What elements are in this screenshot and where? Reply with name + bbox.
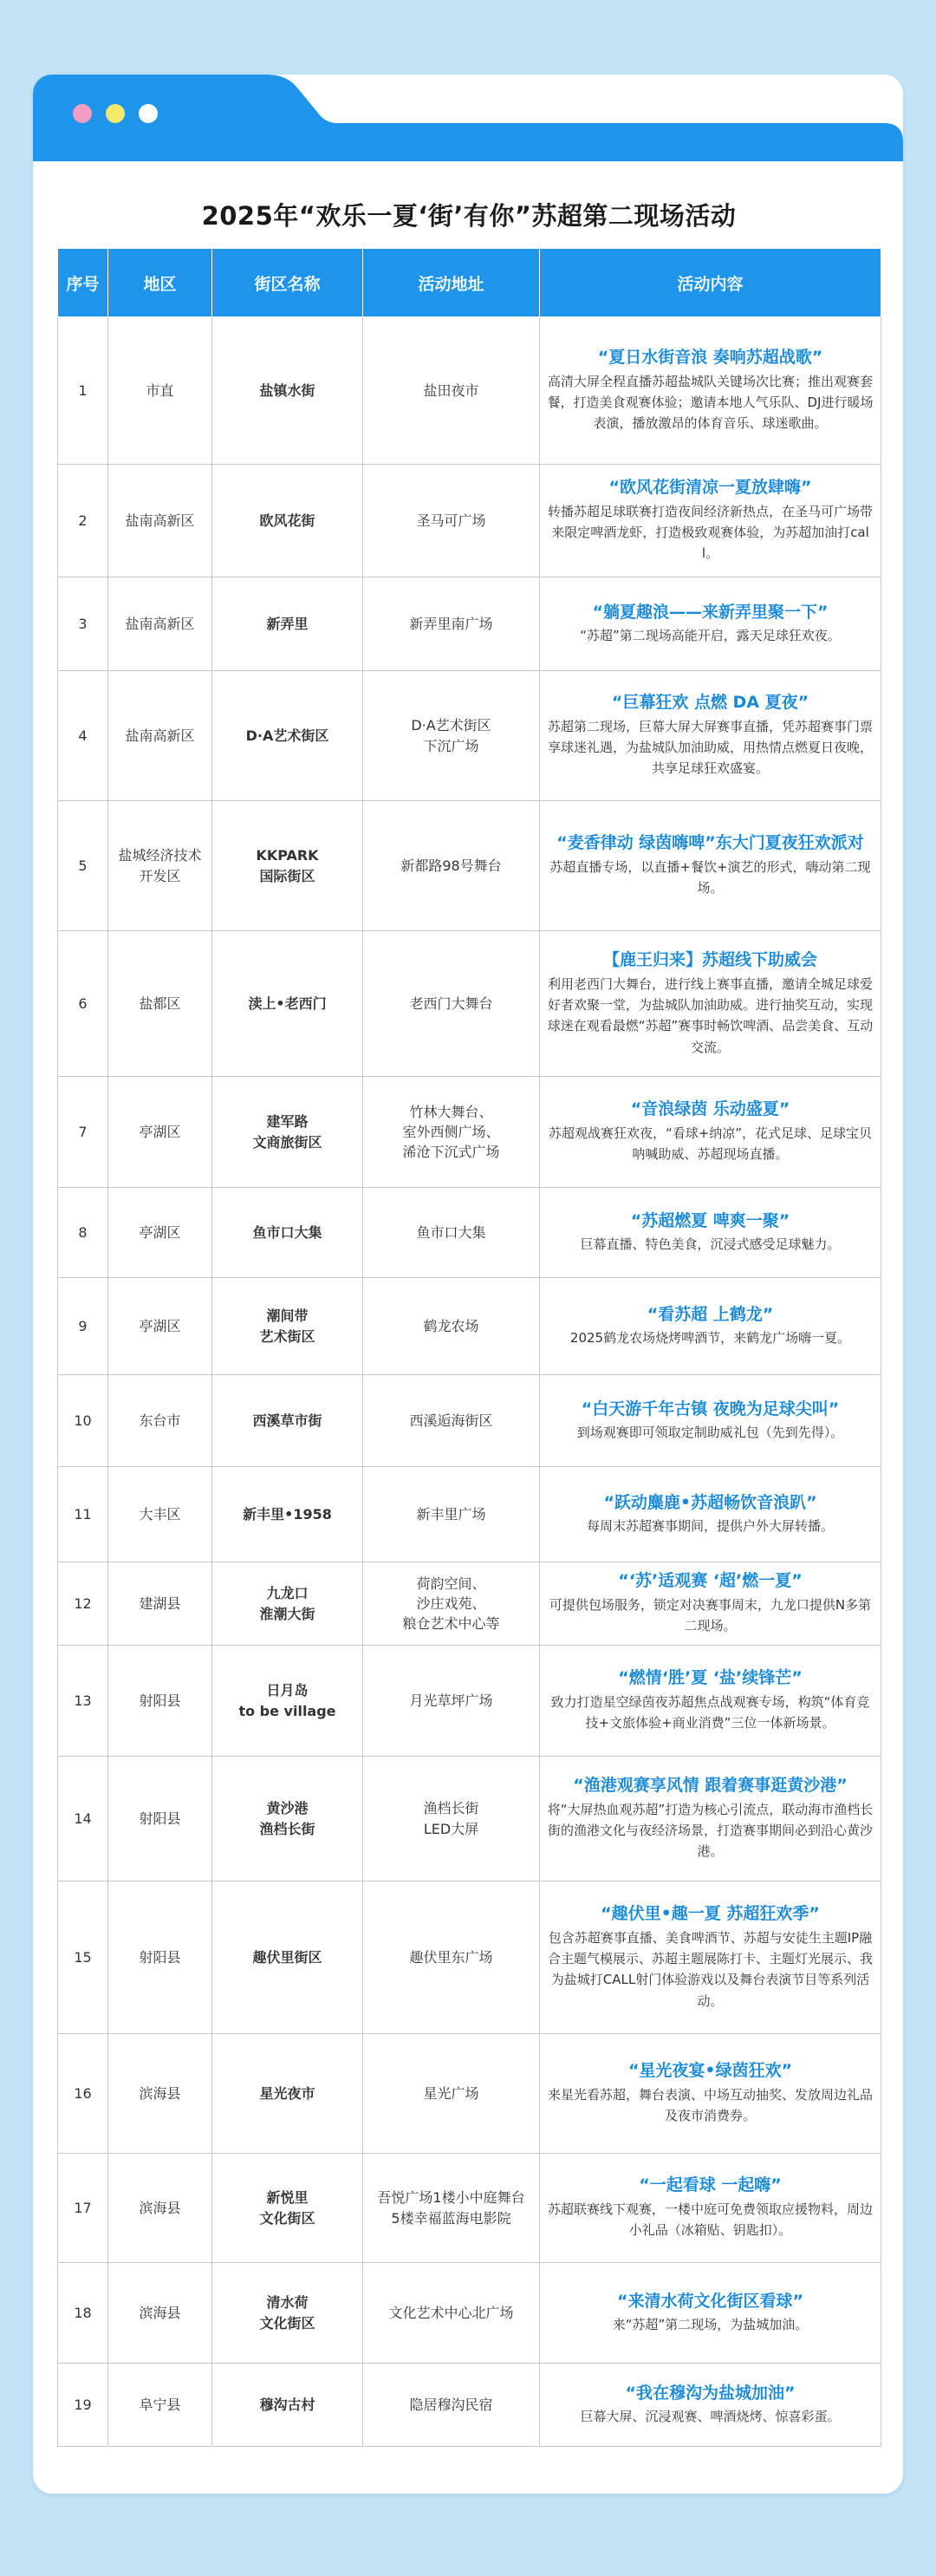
- activity-title: “欧风花街清凉一夏放肆嗨”: [608, 478, 812, 498]
- activity-description: 致力打造星空绿茵夜苏超焦点战观赛专场，构筑“体育竞技+文旅体验+商业消费”三位一体新场景。: [550, 1694, 870, 1731]
- row-number: 5: [58, 801, 108, 931]
- row-number: 6: [58, 931, 108, 1077]
- row-content: [540, 1467, 881, 1562]
- row-number: 9: [58, 1278, 108, 1375]
- row-region: 盐南高新区: [108, 465, 212, 577]
- row-region: 阜宁县: [108, 2364, 212, 2447]
- row-region: 滨海县: [108, 2034, 212, 2154]
- row-street-name: 欧风花街: [212, 465, 363, 577]
- activity-title: “苏超燃夏 啤爽一聚”: [630, 1210, 790, 1230]
- window-titlebar: [33, 75, 903, 161]
- row-number: 11: [58, 1467, 108, 1562]
- table-row: [58, 1562, 881, 1646]
- table-row: [58, 1757, 881, 1881]
- row-street-name: 鱼市口大集: [212, 1188, 363, 1278]
- row-number: 7: [58, 1077, 108, 1188]
- row-street-name: D·A艺术街区: [212, 671, 363, 801]
- header-region: 地区: [108, 249, 212, 317]
- row-address: 新都路98号舞台: [363, 801, 540, 931]
- row-number: 14: [58, 1757, 108, 1881]
- row-content: [540, 931, 881, 1077]
- table-row: [58, 1467, 881, 1562]
- row-address: 月光草坪广场: [363, 1646, 540, 1757]
- activity-description: 苏超第二现场，巨幕大屏大屏赛事直播，凭苏超赛事门票享球迷礼遇，为盐城队加油助威，用热情点燃夏日夜晚，共享足球狂欢盛宴。: [547, 718, 873, 777]
- row-street-name: 九龙口 淮潮大街: [212, 1562, 363, 1646]
- row-address: 竹林大舞台、 室外西侧广场、 浠沧下沉式广场: [363, 1077, 540, 1188]
- row-street-name: 星光夜市: [212, 2034, 363, 2154]
- table-row: [58, 2263, 881, 2364]
- table-row: [58, 317, 881, 465]
- activity-title: “来清水荷文化街区看球”: [617, 2291, 803, 2311]
- table-row: [58, 1278, 881, 1375]
- activity-title: “‘苏’适观赛 ‘超’燃一夏”: [618, 1571, 803, 1591]
- row-content: [540, 465, 881, 577]
- table-row: [58, 671, 881, 801]
- window-dot-yellow: [106, 104, 125, 123]
- table-row: [58, 1077, 881, 1188]
- activity-title: “一起看球 一起嗨”: [639, 2175, 782, 2195]
- activity-description: 2025鹤龙农场烧烤啤酒节，来鹤龙广场嗨一夏。: [569, 1330, 851, 1347]
- row-number: 2: [58, 465, 108, 577]
- row-street-name: 渎上•老西门: [212, 931, 363, 1077]
- activity-description: “苏超”第二现场高能开启，露天足球狂欢夜。: [580, 628, 841, 644]
- row-number: 8: [58, 1188, 108, 1278]
- activity-description: 苏超观战赛狂欢夜，“看球+纳凉”，花式足球、足球宝贝呐喊助威、苏超现场直播。: [548, 1125, 873, 1163]
- activity-title: “躺夏趣浪——来新弄里聚一下”: [592, 602, 829, 622]
- window-dot-white: [139, 104, 158, 123]
- row-address: 圣马可广场: [363, 465, 540, 577]
- row-region: 亭湖区: [108, 1278, 212, 1375]
- activity-description: 包含苏超赛事直播、美食啤酒节、苏超与安徒生主题IP融合主题气模展示、苏超主题展陈打卡、主题灯光展示、我为盐城打CALL射门体验游戏以及舞台表演节目等系列活动。: [547, 1929, 873, 2009]
- row-region: 大丰区: [108, 1467, 212, 1562]
- row-region: 盐都区: [108, 931, 212, 1077]
- row-address: 渔档长街 LED大屏: [363, 1757, 540, 1881]
- row-number: 13: [58, 1646, 108, 1757]
- row-number: 17: [58, 2154, 108, 2263]
- row-street-name: 西溪草市街: [212, 1375, 363, 1467]
- row-street-name: 新悦里 文化街区: [212, 2154, 363, 2263]
- table-row: [58, 1375, 881, 1467]
- activity-description: 苏超联赛线下观赛，一楼中庭可免费领取应援物料，周边小礼品（冰箱贴、钥匙扣）。: [547, 2201, 873, 2239]
- row-street-name: 建军路 文商旅街区: [212, 1077, 363, 1188]
- table-row: [58, 1188, 881, 1278]
- row-address: D·A艺术街区 下沉广场: [363, 671, 540, 801]
- row-content: [540, 1646, 881, 1757]
- row-content: [540, 2364, 881, 2447]
- row-street-name: 盐镇水街: [212, 317, 363, 465]
- activity-description: 苏超直播专场，以直播+餐饮+演艺的形式，嗨动第二现场。: [549, 859, 871, 897]
- activity-description: 每周末苏超赛事期间，提供户外大屏转播。: [586, 1518, 834, 1535]
- activity-description: 来星光看苏超，舞台表演、中场互动抽奖、发放周边礼品及夜市消费券。: [547, 2087, 873, 2124]
- row-region: 射阳县: [108, 1646, 212, 1757]
- row-content: [540, 1077, 881, 1188]
- activity-description: 高清大屏全程直播苏超盐城队关键场次比赛；推出观赛套餐，打造美食观赛体验；邀请本地人气乐队、DJ进行暖场表演，播放激昂的体育音乐、球迷歌曲。: [547, 373, 874, 432]
- table-row: [58, 465, 881, 577]
- row-street-name: KKPARK 国际街区: [212, 801, 363, 931]
- row-address: 新丰里广场: [363, 1467, 540, 1562]
- row-content: [540, 2034, 881, 2154]
- row-address: 西溪逅海街区: [363, 1375, 540, 1467]
- row-region: 盐南高新区: [108, 577, 212, 671]
- row-address: 星光广场: [363, 2034, 540, 2154]
- row-content: [540, 1278, 881, 1375]
- row-region: 东台市: [108, 1375, 212, 1467]
- row-number: 18: [58, 2263, 108, 2364]
- activity-title: “渔港观赛享风情 跟着赛事逛黄沙港”: [573, 1776, 848, 1796]
- table-header-row: [58, 249, 881, 317]
- table-row: [58, 577, 881, 671]
- activity-title: “白天游千年古镇 夜晚为足球尖叫”: [581, 1399, 840, 1418]
- row-number: 12: [58, 1562, 108, 1646]
- activity-title: 【鹿王归来】苏超线下助威会: [602, 950, 817, 970]
- row-street-name: 日月岛 to be village: [212, 1646, 363, 1757]
- row-region: 盐城经济技术 开发区: [108, 801, 212, 931]
- header-street-name: 街区名称: [212, 249, 363, 317]
- row-content: [540, 1881, 881, 2034]
- row-number: 19: [58, 2364, 108, 2447]
- row-address: 吾悦广场1楼小中庭舞台 5楼幸福蓝海电影院: [363, 2154, 540, 2263]
- row-content: [540, 671, 881, 801]
- row-address: 趣伏里东广场: [363, 1881, 540, 2034]
- row-content: [540, 317, 881, 465]
- events-table: [57, 248, 881, 2447]
- row-street-name: 穆沟古村: [212, 2364, 363, 2447]
- row-address: 盐田夜市: [363, 317, 540, 465]
- row-number: 16: [58, 2034, 108, 2154]
- row-street-name: 清水荷 文化街区: [212, 2263, 363, 2364]
- activity-description: 巨幕大屏、沉浸观赛、啤酒烧烤、惊喜彩蛋。: [580, 2409, 841, 2425]
- row-region: 建湖县: [108, 1562, 212, 1646]
- row-region: 亭湖区: [108, 1077, 212, 1188]
- row-region: 滨海县: [108, 2154, 212, 2263]
- header-address: 活动地址: [363, 249, 540, 317]
- table-row: [58, 931, 881, 1077]
- table-row: [58, 1646, 881, 1757]
- row-region: 盐南高新区: [108, 671, 212, 801]
- table-row: [58, 2034, 881, 2154]
- row-content: [540, 1757, 881, 1881]
- row-region: 市直: [108, 317, 212, 465]
- activity-title: “看苏超 上鹤龙”: [647, 1304, 774, 1324]
- table-row: [58, 801, 881, 931]
- page-title: 2025年“欢乐一夏‘街’有你”苏超第二现场活动: [201, 200, 737, 231]
- row-content: [540, 1375, 881, 1467]
- row-content: [540, 801, 881, 931]
- activity-description: 巨幕直播、特色美食，沉浸式感受足球魅力。: [580, 1236, 841, 1253]
- row-number: 15: [58, 1881, 108, 2034]
- row-street-name: 新弄里: [212, 577, 363, 671]
- activity-description: 可提供包场服务，锁定对决赛事周末，九龙口提供N多第二现场。: [549, 1597, 872, 1634]
- activity-title: “我在穆沟为盐城加油”: [625, 2383, 796, 2403]
- activity-title: “巨幕狂欢 点燃 DA 夏夜”: [611, 693, 809, 713]
- row-number: 3: [58, 577, 108, 671]
- row-address: 隐居穆沟民宿: [363, 2364, 540, 2447]
- activity-title: “夏日水街音浪 奏响苏超战歌”: [597, 348, 823, 368]
- row-street-name: 黄沙港 渔档长街: [212, 1757, 363, 1881]
- activity-title: “麦香律动 绿茵嗨啤”东大门夏夜狂欢派对: [556, 833, 864, 853]
- activity-title: “星光夜宴•绿茵狂欢”: [627, 2061, 793, 2081]
- row-street-name: 趣伏里街区: [212, 1881, 363, 2034]
- table-row: [58, 2364, 881, 2447]
- header-content: 活动内容: [540, 249, 881, 317]
- activity-description: 将“大屏热血观苏超”打造为核心引流点，联动海市渔档长街的渔港文化与夜经济场景，打造赛事期间必到沿心黄沙港。: [547, 1801, 874, 1860]
- row-address: 新弄里南广场: [363, 577, 540, 671]
- row-content: [540, 2154, 881, 2263]
- row-content: [540, 2263, 881, 2364]
- row-address: 鹤龙农场: [363, 1278, 540, 1375]
- row-region: 射阳县: [108, 1881, 212, 2034]
- activity-title: “跃动麋鹿•苏超畅饮音浪趴”: [603, 1492, 817, 1512]
- titlebar-shape: [33, 75, 903, 161]
- row-content: [540, 1188, 881, 1278]
- activity-description: 利用老西门大舞台，进行线上赛事直播，邀请全城足球爱好者欢聚一堂，为盐城队加油助威。进行抽奖互动，实现球迷在观看最燃“苏超”赛事时畅饮啤酒、品尝美食、互动交流。: [547, 975, 874, 1055]
- row-number: 10: [58, 1375, 108, 1467]
- activity-title: “趣伏里•趣一夏 苏超狂欢季”: [601, 1904, 820, 1924]
- header-no: 序号: [58, 249, 108, 317]
- row-number: 1: [58, 317, 108, 465]
- activity-title: “音浪绿茵 乐动盛夏”: [630, 1099, 790, 1119]
- table-row: [58, 1881, 881, 2034]
- row-content: [540, 577, 881, 671]
- row-address: 文化艺术中心北广场: [363, 2263, 540, 2364]
- activity-description: 转播苏超足球联赛打造夜间经济新热点，在圣马可广场带来限定啤酒龙虾，打造极致观赛体验，为苏超加油打call。: [547, 503, 873, 562]
- row-street-name: 新丰里•1958: [212, 1467, 363, 1562]
- row-region: 亭湖区: [108, 1188, 212, 1278]
- row-number: 4: [58, 671, 108, 801]
- row-region: 滨海县: [108, 2263, 212, 2364]
- row-address: 鱼市口大集: [363, 1188, 540, 1278]
- activity-description: 来“苏超”第二现场，为盐城加油。: [612, 2317, 809, 2333]
- activity-title: “燃情‘胜’夏 ‘盐’续锋芒”: [618, 1668, 803, 1688]
- window-dot-pink: [73, 104, 92, 123]
- row-address: 老西门大舞台: [363, 931, 540, 1077]
- row-street-name: 潮间带 艺术街区: [212, 1278, 363, 1375]
- table-row: [58, 2154, 881, 2263]
- row-content: [540, 1562, 881, 1646]
- row-address: 荷韵空间、 沙庄戏苑、 粮仓艺术中心等: [363, 1562, 540, 1646]
- activity-description: 到场观赛即可领取定制助威礼包（先到先得）。: [576, 1425, 844, 1441]
- row-region: 射阳县: [108, 1757, 212, 1881]
